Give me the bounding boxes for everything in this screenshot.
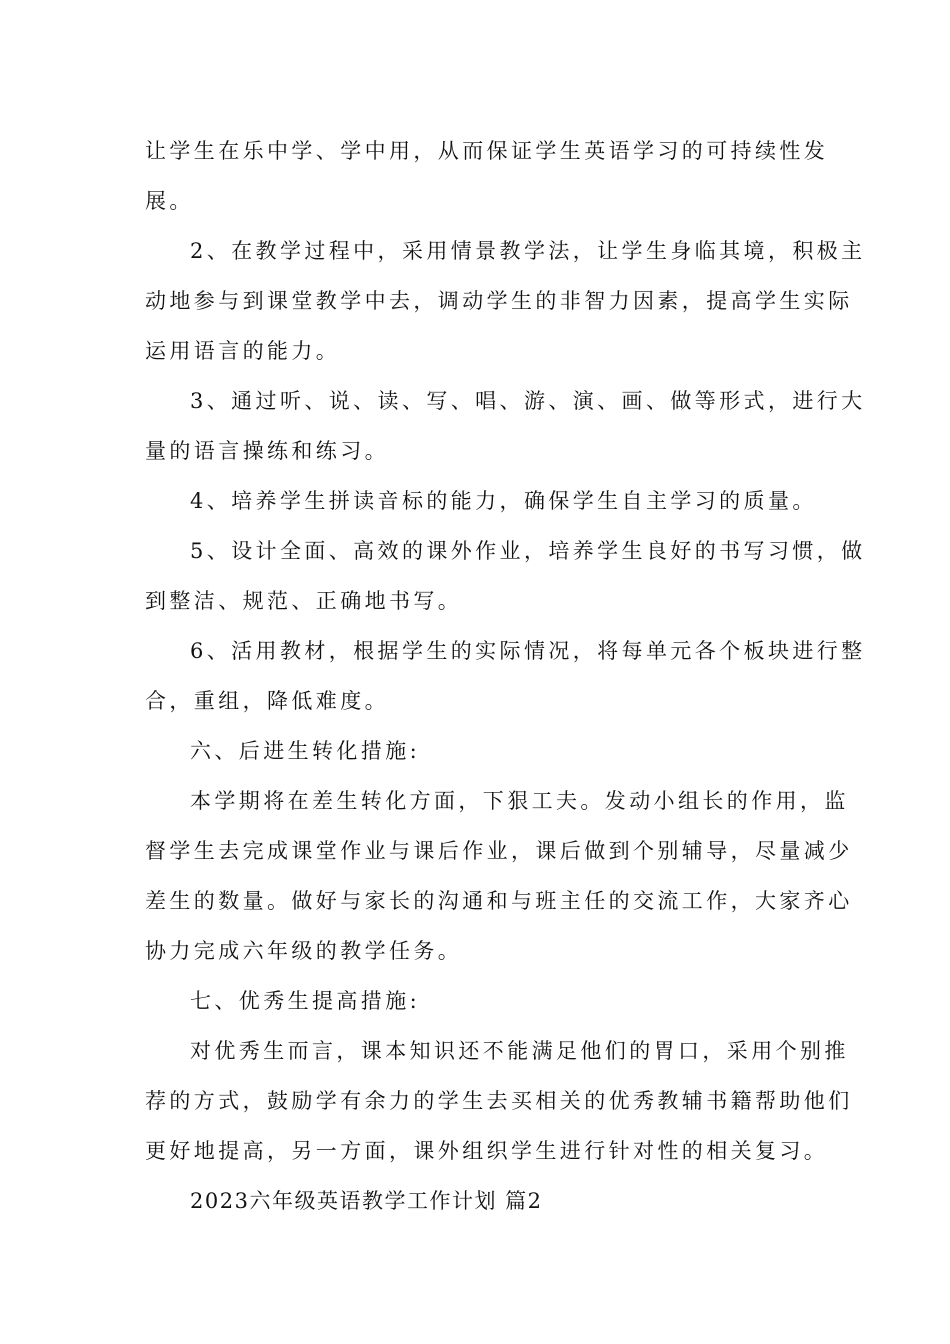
paragraph-line: 合，重组，降低难度。 <box>145 689 389 713</box>
paragraph-line: 本学期将在差生转化方面，下狠工夫。发动小组长的作用，监 <box>190 789 849 813</box>
list-item-5-line: 5、设计全面、高效的课外作业，培养学生良好的书写习惯，做 <box>190 539 866 563</box>
paragraph-line: 协力完成六年级的教学任务。 <box>145 939 463 963</box>
paragraph-line: 量的语言操练和练习。 <box>145 439 389 463</box>
paragraph-line: 展。 <box>145 189 194 213</box>
paragraph-line: 对优秀生而言，课本知识还不能满足他们的胃口，采用个别推 <box>190 1039 849 1063</box>
list-item-3-line: 3、通过听、说、读、写、唱、游、演、画、做等形式，进行大 <box>190 389 866 413</box>
paragraph-line: 动地参与到课堂教学中去，调动学生的非智力因素，提高学生实际 <box>145 289 853 313</box>
list-item-2-line: 2、在教学过程中，采用情景教学法，让学生身临其境，积极主 <box>190 239 866 263</box>
section-heading-six: 六、后进生转化措施: <box>190 739 421 763</box>
paragraph-line: 让学生在乐中学、学中用，从而保证学生英语学习的可持续性发 <box>145 139 829 163</box>
next-section-title: 2023六年级英语教学工作计划 篇2 <box>190 1189 543 1213</box>
paragraph-line: 到整洁、规范、正确地书写。 <box>145 589 463 613</box>
list-item-4-line: 4、培养学生拼读音标的能力，确保学生自主学习的质量。 <box>190 489 817 513</box>
paragraph-line: 更好地提高，另一方面，课外组织学生进行针对性的相关复习。 <box>145 1139 829 1163</box>
paragraph-line: 荐的方式，鼓励学有余力的学生去买相关的优秀教辅书籍帮助他们 <box>145 1089 853 1113</box>
paragraph-line: 督学生去完成课堂作业与课后作业，课后做到个别辅导，尽量减少 <box>145 839 853 863</box>
section-heading-seven: 七、优秀生提高措施: <box>190 989 421 1013</box>
paragraph-line: 差生的数量。做好与家长的沟通和与班主任的交流工作，大家齐心 <box>145 889 853 913</box>
list-item-6-line: 6、活用教材，根据学生的实际情况，将每单元各个板块进行整 <box>190 639 866 663</box>
paragraph-line: 运用语言的能力。 <box>145 339 341 363</box>
